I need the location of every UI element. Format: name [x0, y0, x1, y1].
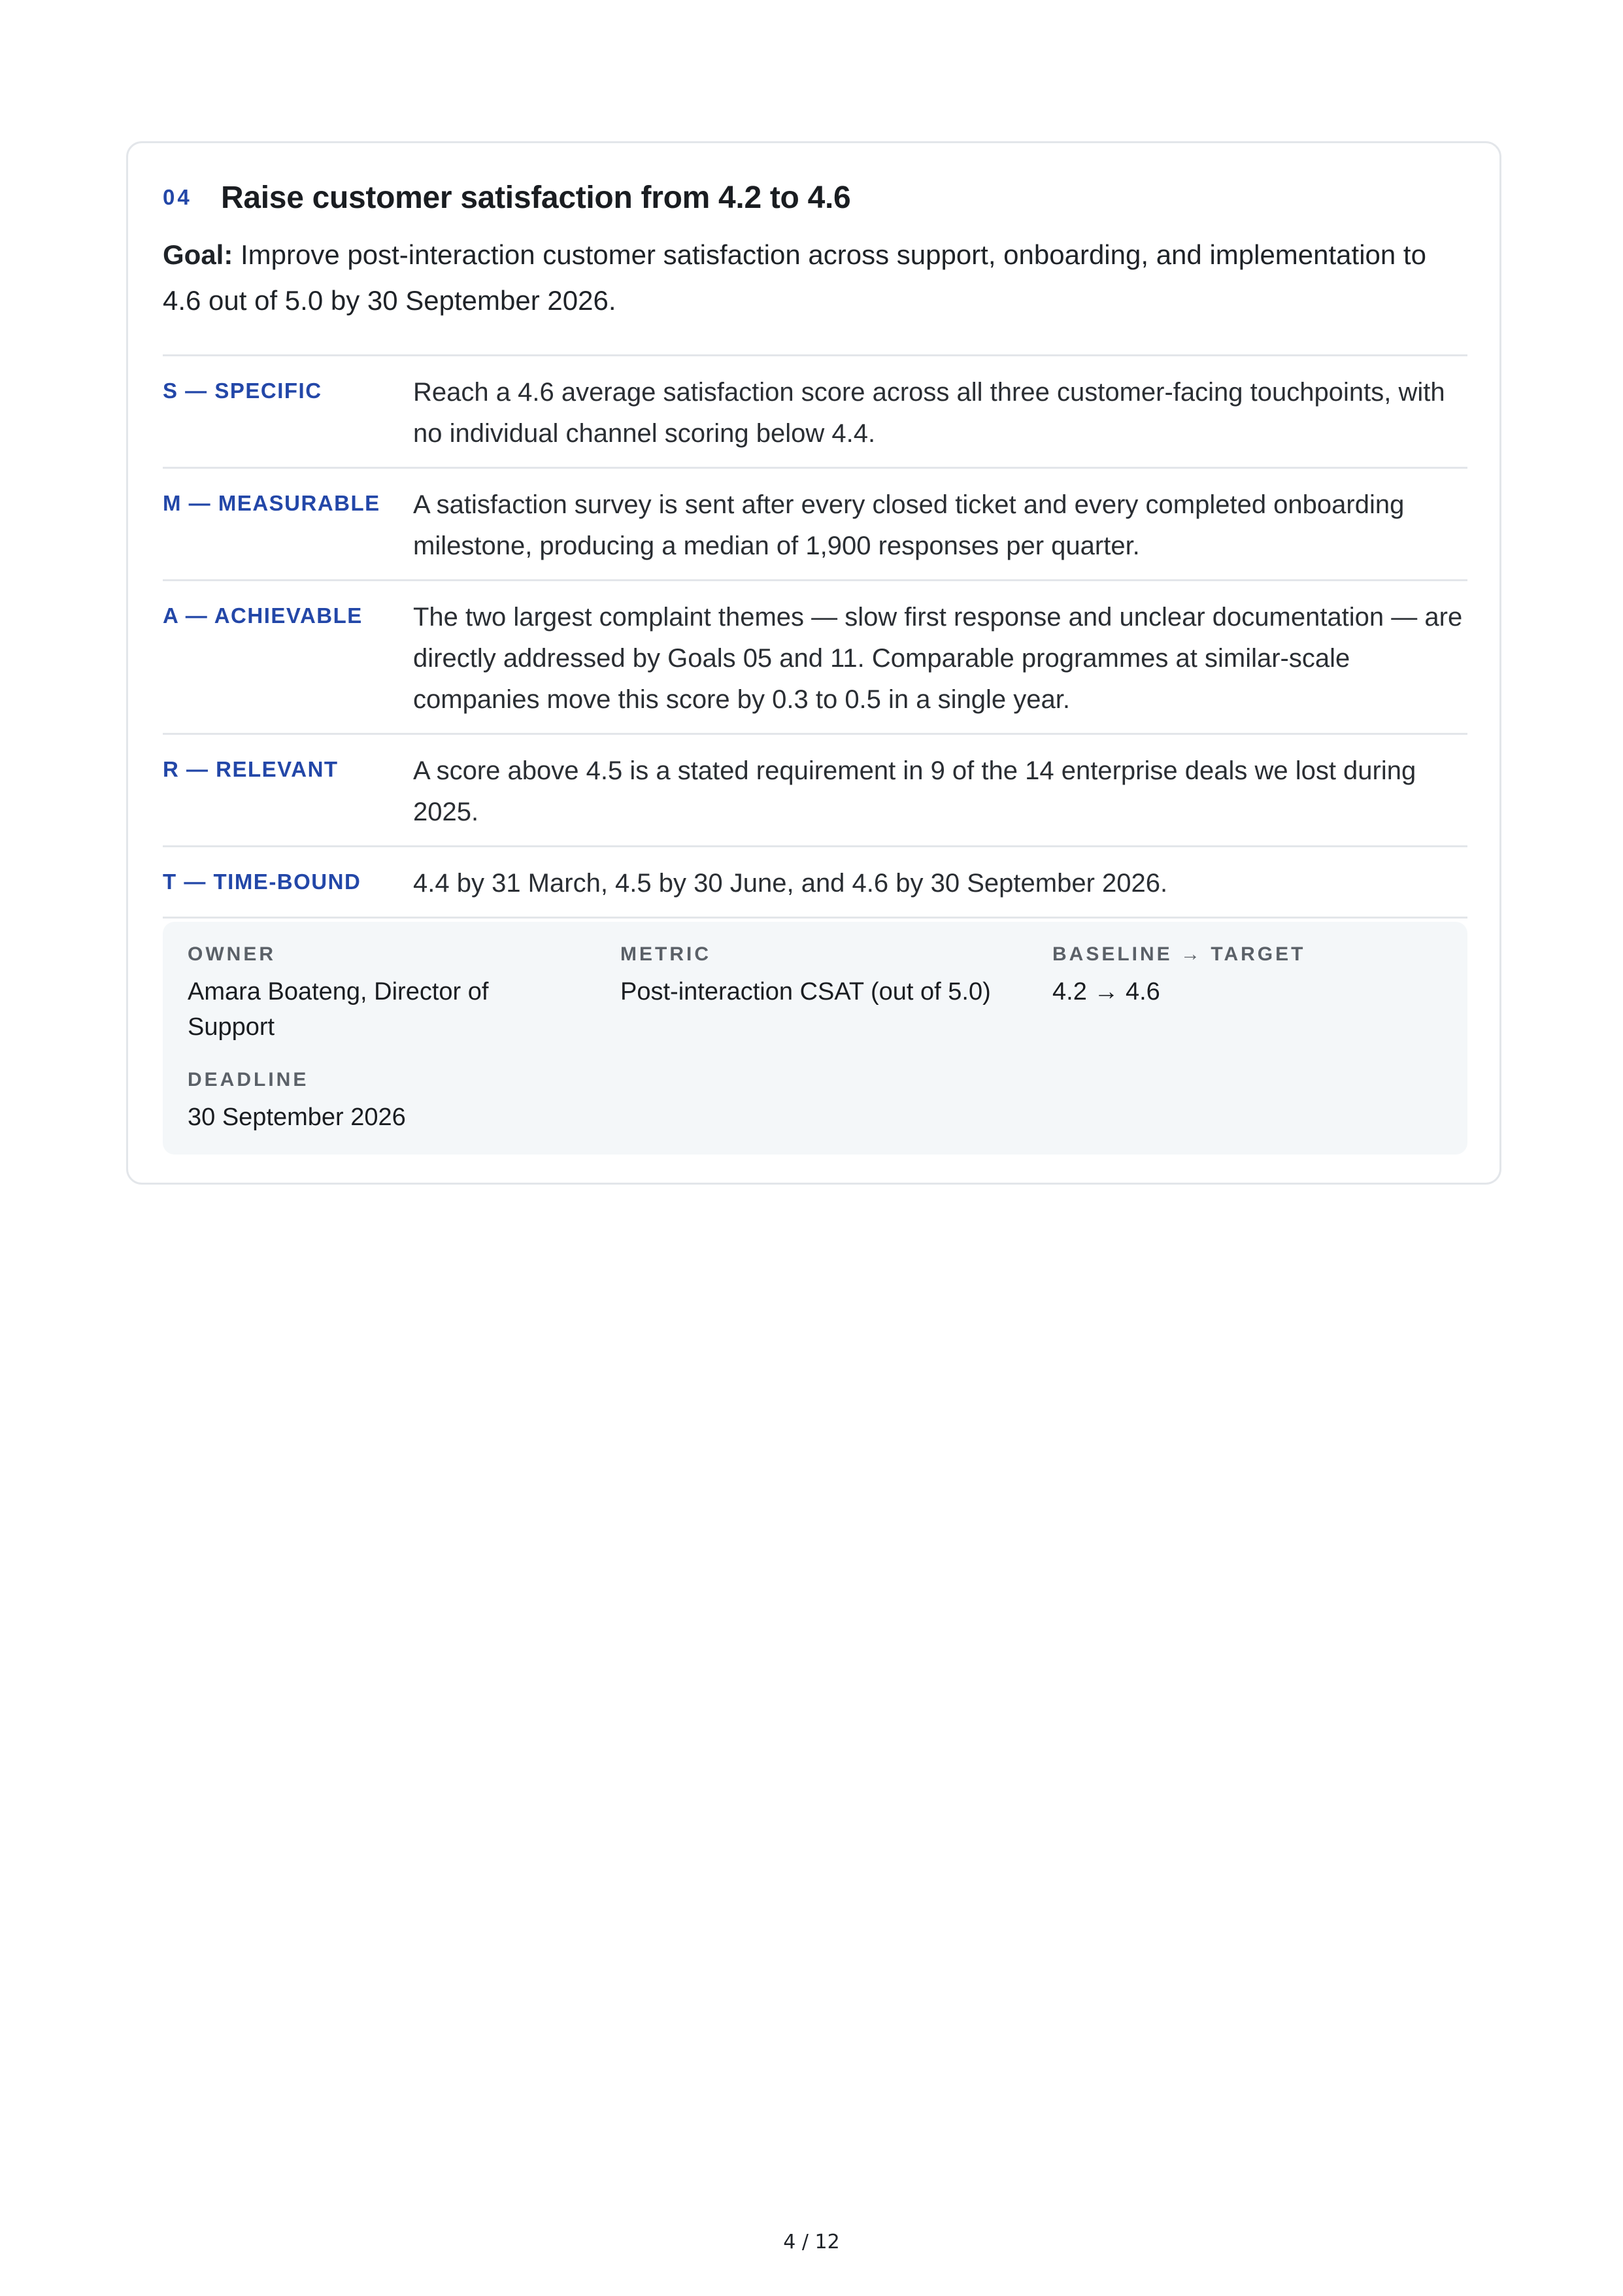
smart-key-relevant: R — RELEVANT: [163, 757, 339, 781]
smart-row-relevant: [163, 735, 1467, 847]
goal-meta-panel: [163, 922, 1467, 1155]
goal-description-label: Goal:: [163, 239, 233, 270]
smart-row-specific: [163, 356, 1467, 469]
smart-value-time-bound: 4.4 by 31 March, 4.5 by 30 June, and 4.6 by 30 September 2026.: [413, 869, 1168, 898]
meta-deadline-value: 30 September 2026: [188, 1104, 406, 1131]
meta-baseline-target-value: 4.2 → 4.6: [1052, 978, 1160, 1005]
meta-owner-label: OWNER: [188, 943, 276, 965]
meta-baseline-target-label: BASELINE → TARGET: [1052, 943, 1306, 965]
goal-description-text: Improve post-interaction customer satisfaction across support, onboarding, and implementation to 4.6 out of 5.0 by 30 September 2026.: [163, 239, 1426, 316]
smart-value-specific: Reach a 4.6 average satisfaction score across all three customer-facing touchpoints, with no individual channel scoring below 4.4.: [413, 378, 1445, 448]
meta-metric-label: METRIC: [620, 943, 711, 965]
meta-metric: [620, 941, 1026, 1009]
meta-baseline-target: [1052, 941, 1445, 1009]
smart-value-measurable: A satisfaction survey is sent after every closed ticket and every completed onboarding milestone, producing a median of 1,900 responses per quarter.: [413, 490, 1405, 560]
smart-row-achievable: [163, 581, 1467, 735]
meta-metric-value: Post-interaction CSAT (out of 5.0): [620, 978, 991, 1005]
goal-card: [126, 141, 1501, 1185]
smart-row-time-bound: [163, 847, 1467, 919]
meta-deadline: [188, 1067, 580, 1135]
smart-key-measurable: M — MEASURABLE: [163, 491, 380, 515]
smart-key-time-bound: T — TIME-BOUND: [163, 869, 361, 894]
smart-table: [163, 354, 1467, 919]
smart-key-achievable: A — ACHIEVABLE: [163, 603, 363, 628]
meta-owner-value: Amara Boateng, Director of Support: [188, 978, 489, 1041]
meta-owner: [188, 941, 554, 1045]
goal-description: [163, 232, 1470, 324]
smart-value-achievable: The two largest complaint themes — slow first response and unclear documentation — are directly addressed by Goals 05 and 11. Comparable programmes at similar-scale companies move this score by 0.3 to 0.5 in a single year.: [413, 603, 1463, 714]
smart-key-specific: S — SPECIFIC: [163, 379, 322, 403]
goal-title: Raise customer satisfaction from 4.2 to 4.6: [221, 180, 851, 215]
smart-row-measurable: [163, 469, 1467, 581]
page-number: 4 / 12: [783, 2231, 840, 2254]
goal-number: 04: [163, 185, 192, 209]
goal-header: [163, 175, 1465, 220]
meta-deadline-label: DEADLINE: [188, 1069, 309, 1090]
smart-value-relevant: A score above 4.5 is a stated requirement in 9 of the 14 enterprise deals we lost during 2025.: [413, 756, 1416, 826]
